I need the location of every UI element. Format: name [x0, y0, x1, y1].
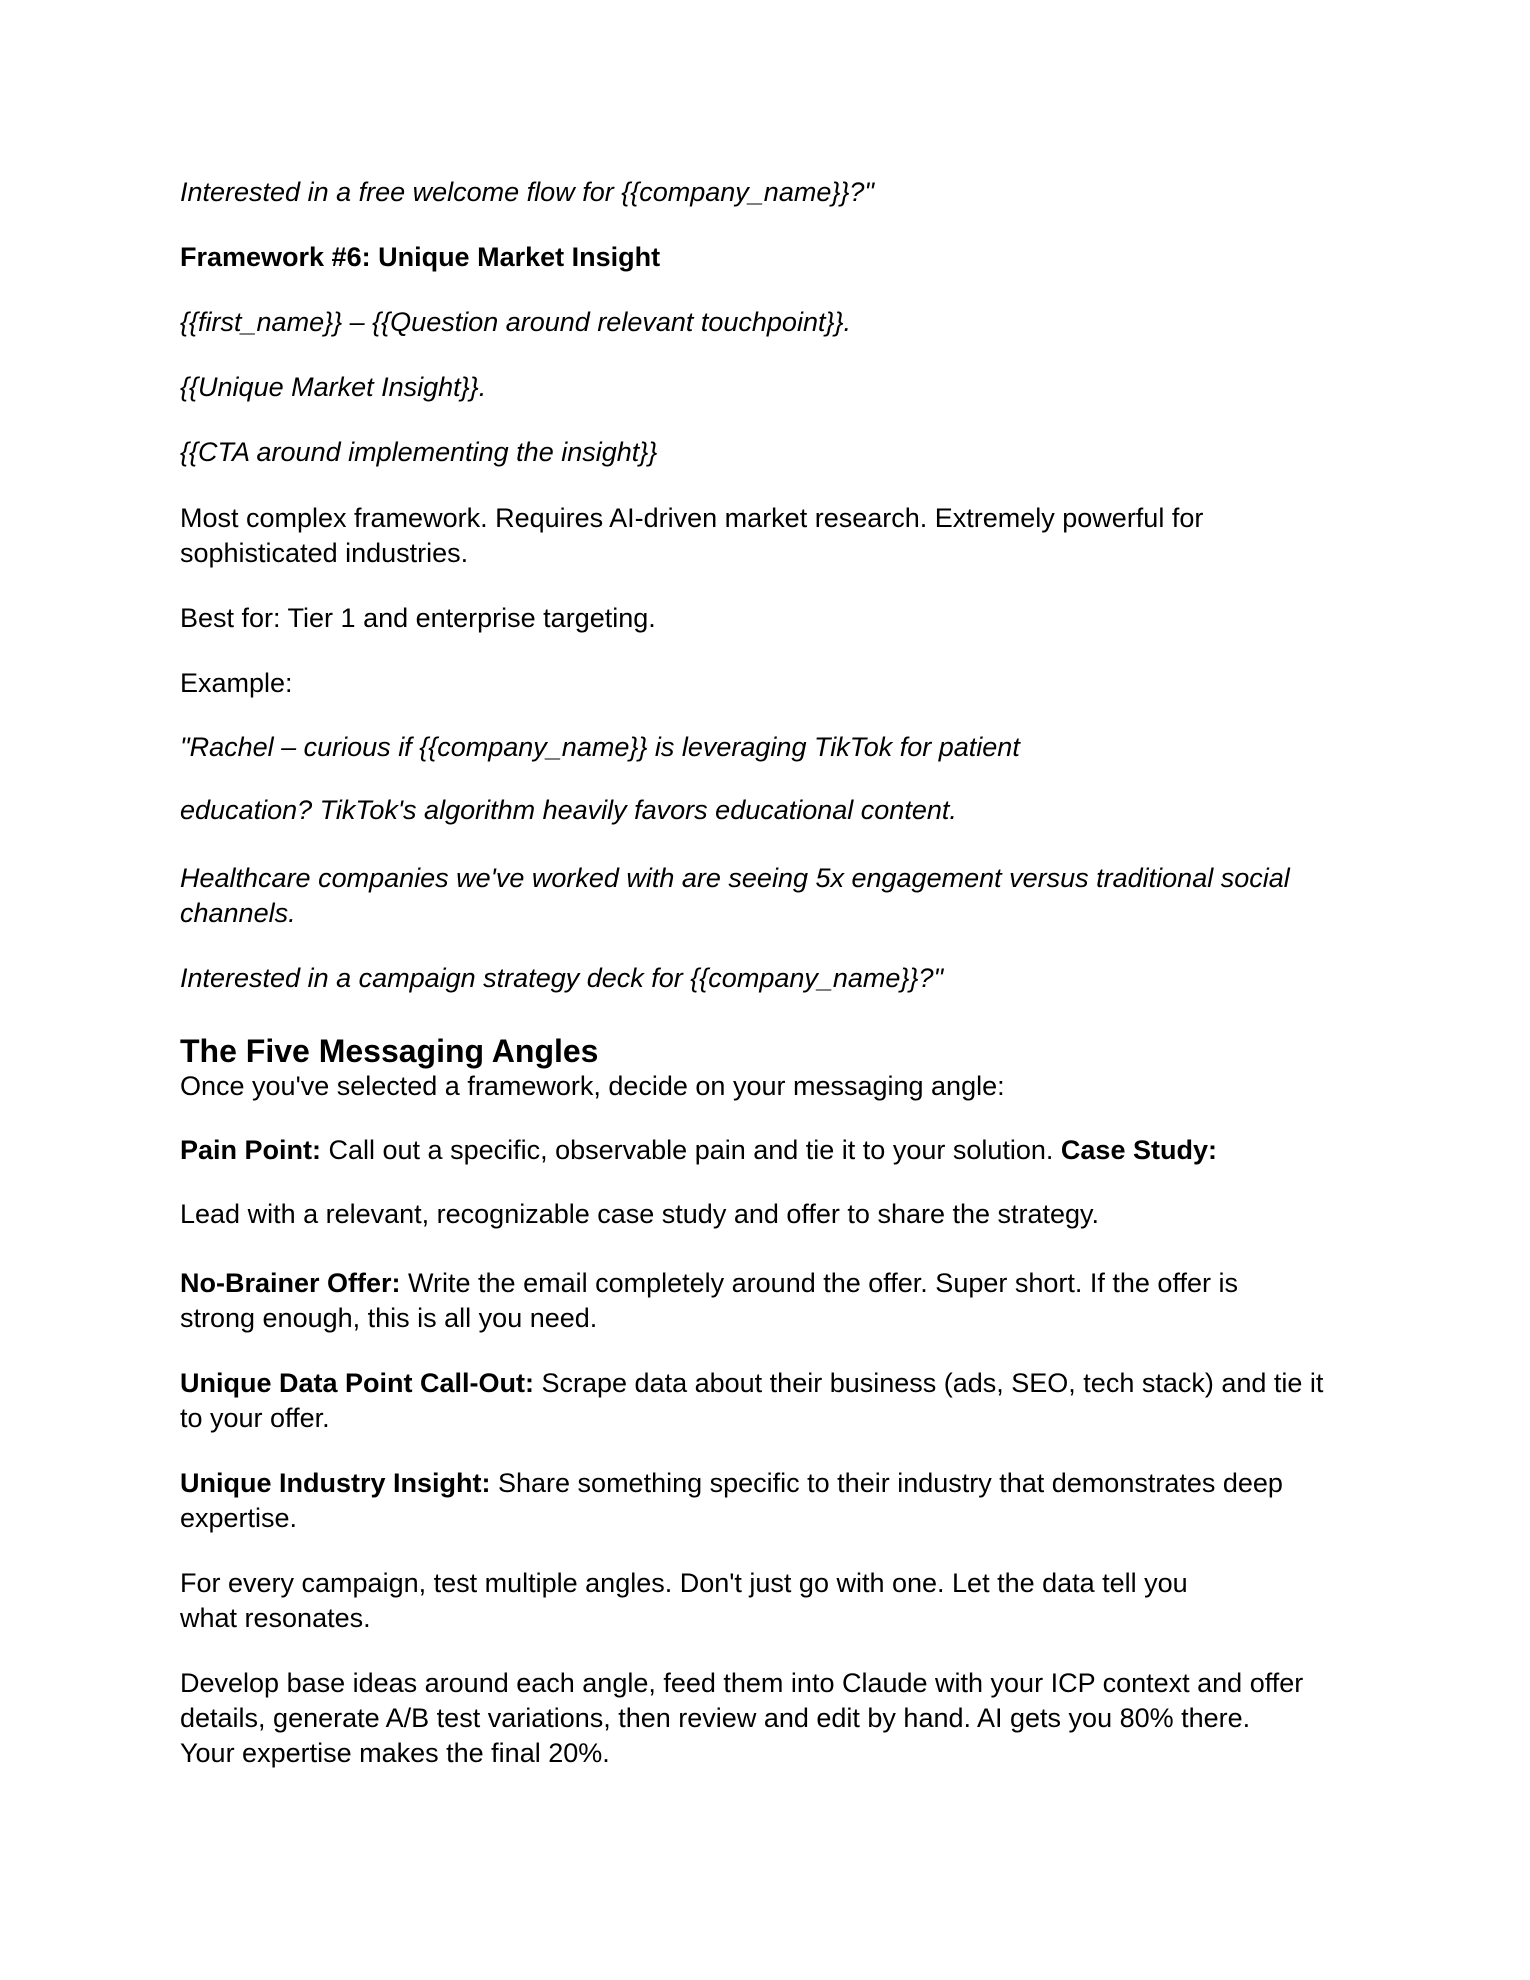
angle-text: expertise.: [180, 1503, 298, 1533]
framework-6-description: sophisticated industries.: [180, 538, 469, 568]
template-line: {{first_name}} – {{Question around relevant touchpoint}}.: [180, 307, 852, 337]
angle-pain-point: [180, 1133, 1350, 1168]
angle-data-point: [180, 1366, 1350, 1401]
test-note: For every campaign, test multiple angles. Don't just go with one. Let the data tell you: [180, 1568, 1188, 1598]
angle-label: Case Study:: [1060, 1135, 1217, 1165]
develop-note: details, generate A/B test variations, then review and edit by hand. AI gets you 80% there.: [180, 1703, 1251, 1733]
angle-case-study-text: Lead with a relevant, recognizable case study and offer to share the strategy.: [180, 1199, 1100, 1229]
best-for: Best for: Tier 1 and enterprise targeting.: [180, 603, 656, 633]
test-note: what resonates.: [180, 1603, 371, 1633]
example-line: education? TikTok's algorithm heavily favors educational content.: [180, 795, 957, 825]
example-line: channels.: [180, 898, 296, 928]
template-line: {{CTA around implementing the insight}}: [180, 437, 658, 467]
angle-text: Call out a specific, observable pain and tie it to your solution.: [321, 1135, 1061, 1165]
angle-label: Unique Industry Insight:: [180, 1468, 491, 1498]
angle-industry-insight: [180, 1466, 1350, 1501]
develop-note: Your expertise makes the final 20%.: [180, 1738, 610, 1768]
angle-text: Share something specific to their industry that demonstrates deep: [490, 1468, 1283, 1498]
section-heading: The Five Messaging Angles: [180, 1033, 599, 1069]
angle-text: Scrape data about their business (ads, SEO, tech stack) and tie it: [534, 1368, 1324, 1398]
angle-text: Write the email completely around the offer. Super short. If the offer is: [400, 1268, 1238, 1298]
framework-6-title: Framework #6: Unique Market Insight: [180, 242, 661, 272]
angle-label: Unique Data Point Call-Out:: [180, 1368, 534, 1398]
template-line: {{Unique Market Insight}}.: [180, 372, 487, 402]
framework-5-closing: Interested in a free welcome flow for {{company_name}}?": [180, 177, 874, 207]
angle-text: to your offer.: [180, 1403, 330, 1433]
angle-text: strong enough, this is all you need.: [180, 1303, 598, 1333]
example-line: Interested in a campaign strategy deck for {{company_name}}?": [180, 963, 944, 993]
angle-label: No-Brainer Offer:: [180, 1268, 401, 1298]
develop-note: Develop base ideas around each angle, feed them into Claude with your ICP context and offer: [180, 1668, 1304, 1698]
example-line: Healthcare companies we've worked with are seeing 5x engagement versus traditional social: [180, 863, 1290, 893]
angle-no-brainer: [180, 1266, 1350, 1301]
angle-label: Pain Point:: [180, 1135, 321, 1165]
example-label: Example:: [180, 668, 293, 698]
section-intro: Once you've selected a framework, decide on your messaging angle:: [180, 1071, 1005, 1101]
example-line: "Rachel – curious if {{company_name}} is leveraging TikTok for patient: [180, 732, 1020, 762]
framework-6-description: Most complex framework. Requires AI-driven market research. Extremely powerful for: [180, 503, 1204, 533]
